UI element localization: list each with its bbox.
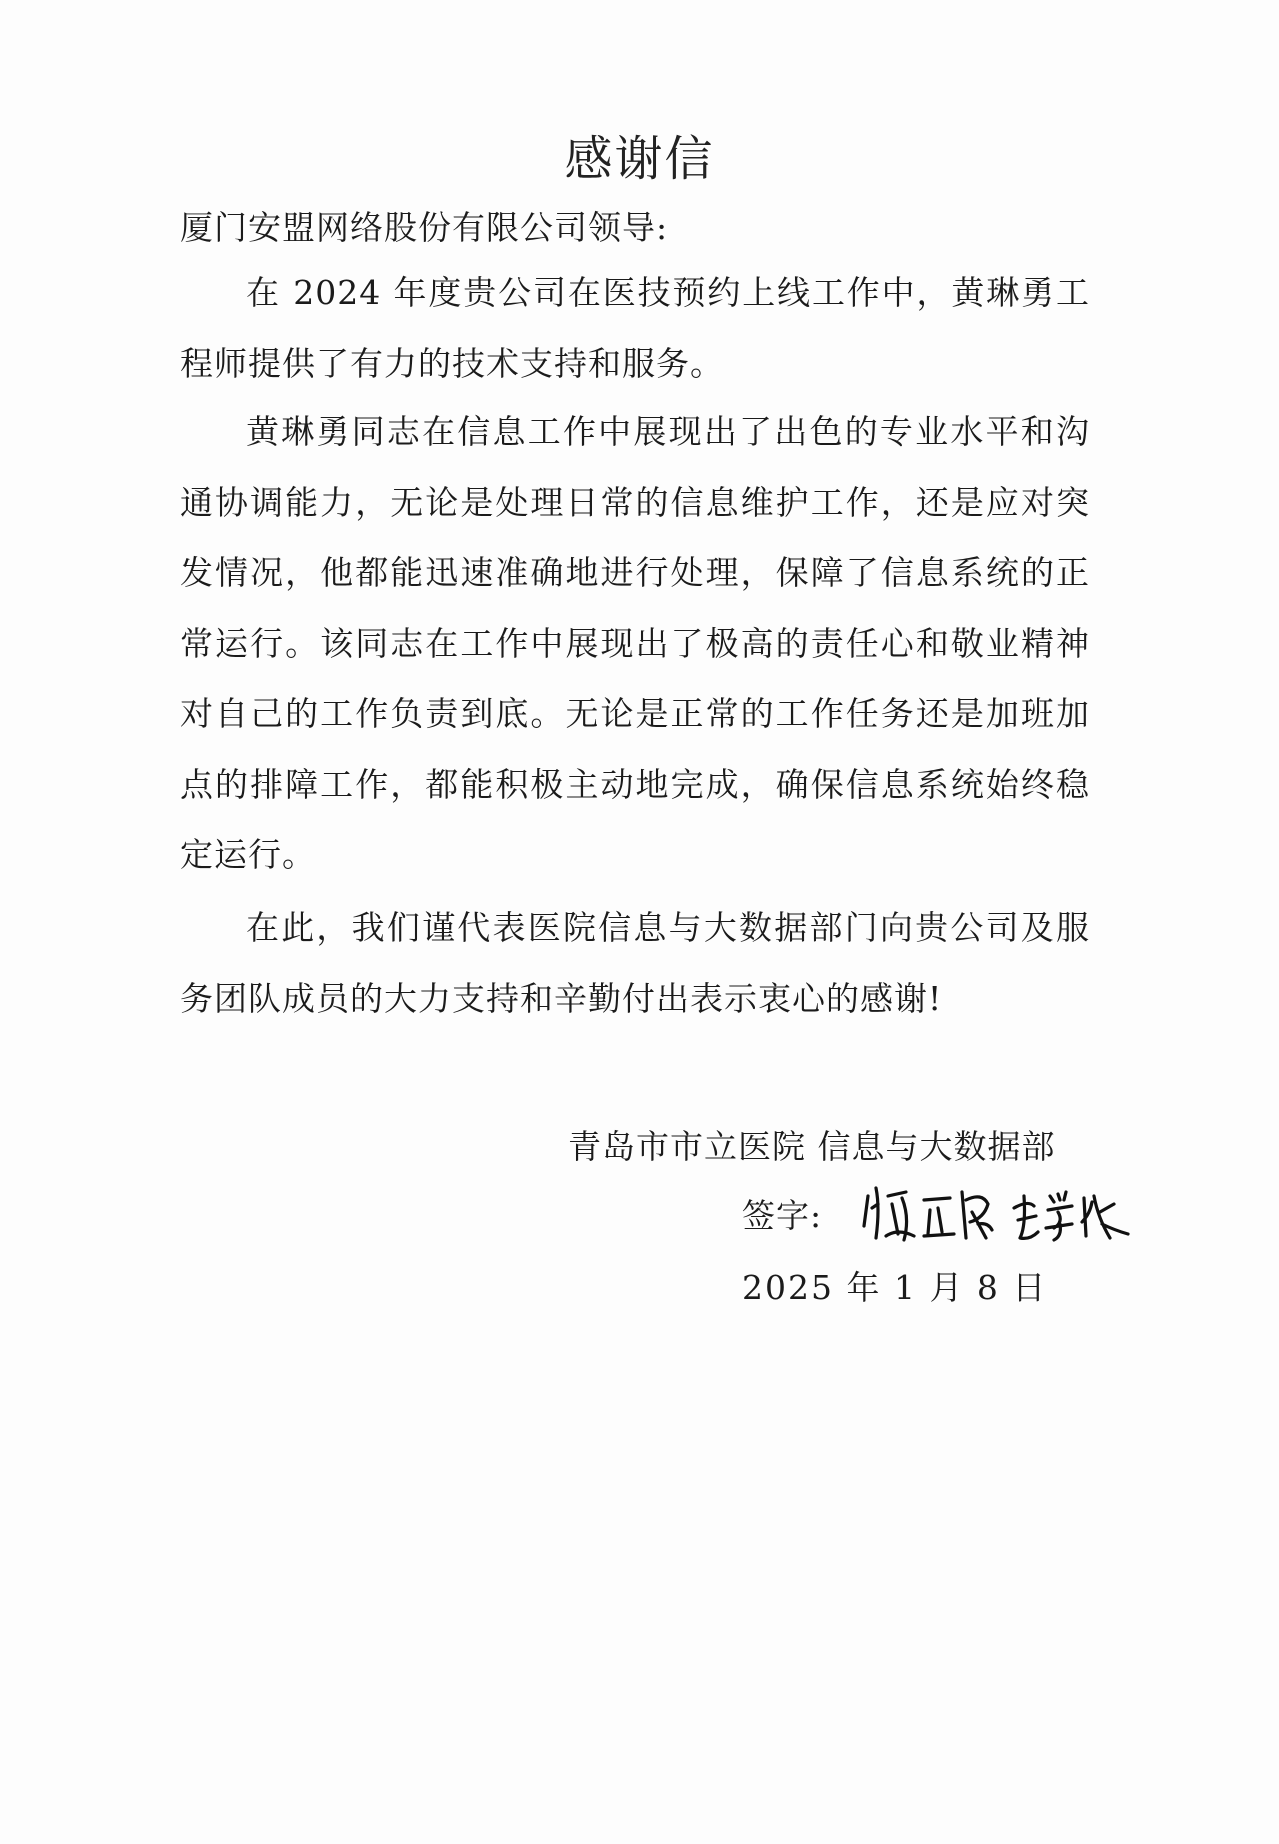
letter-title: 感谢信: [564, 131, 715, 187]
letter-paragraph-2: 黄琳勇同志在信息工作中展现出了出色的专业水平和沟通协调能力，无论是处理日常的信息维护工作，还是应对突发情况，他都能迅速准确地进行处理，保障了信息系统的正常运行。该同志在工作中展现出了极高的责任心和敬业精神对自己的工作负责到底。无论是正常的工作任务还是加班加点的排障工作，都能积极主动地完成，确保信息系统始终稳定运行。: [180, 412, 1090, 874]
letter-paragraph-3: 在此，我们谨代表医院信息与大数据部门向贵公司及服务团队成员的大力支持和辛勤付出表示衷心的感谢!: [180, 908, 1090, 1018]
letter-salutation: 厦门安盟网络股份有限公司领导:: [180, 208, 669, 247]
letter-date: 2025 年 1 月 8 日: [742, 1268, 1048, 1307]
signature-label: 签字:: [742, 1196, 823, 1235]
signing-organization: 青岛市市立医院 信息与大数据部: [568, 1127, 1056, 1166]
handwritten-signature: [858, 1178, 1138, 1258]
letter-paragraph-1: 在 2024 年度贵公司在医技预约上线工作中，黄琳勇工程师提供了有力的技术支持和服务。: [180, 273, 1090, 383]
